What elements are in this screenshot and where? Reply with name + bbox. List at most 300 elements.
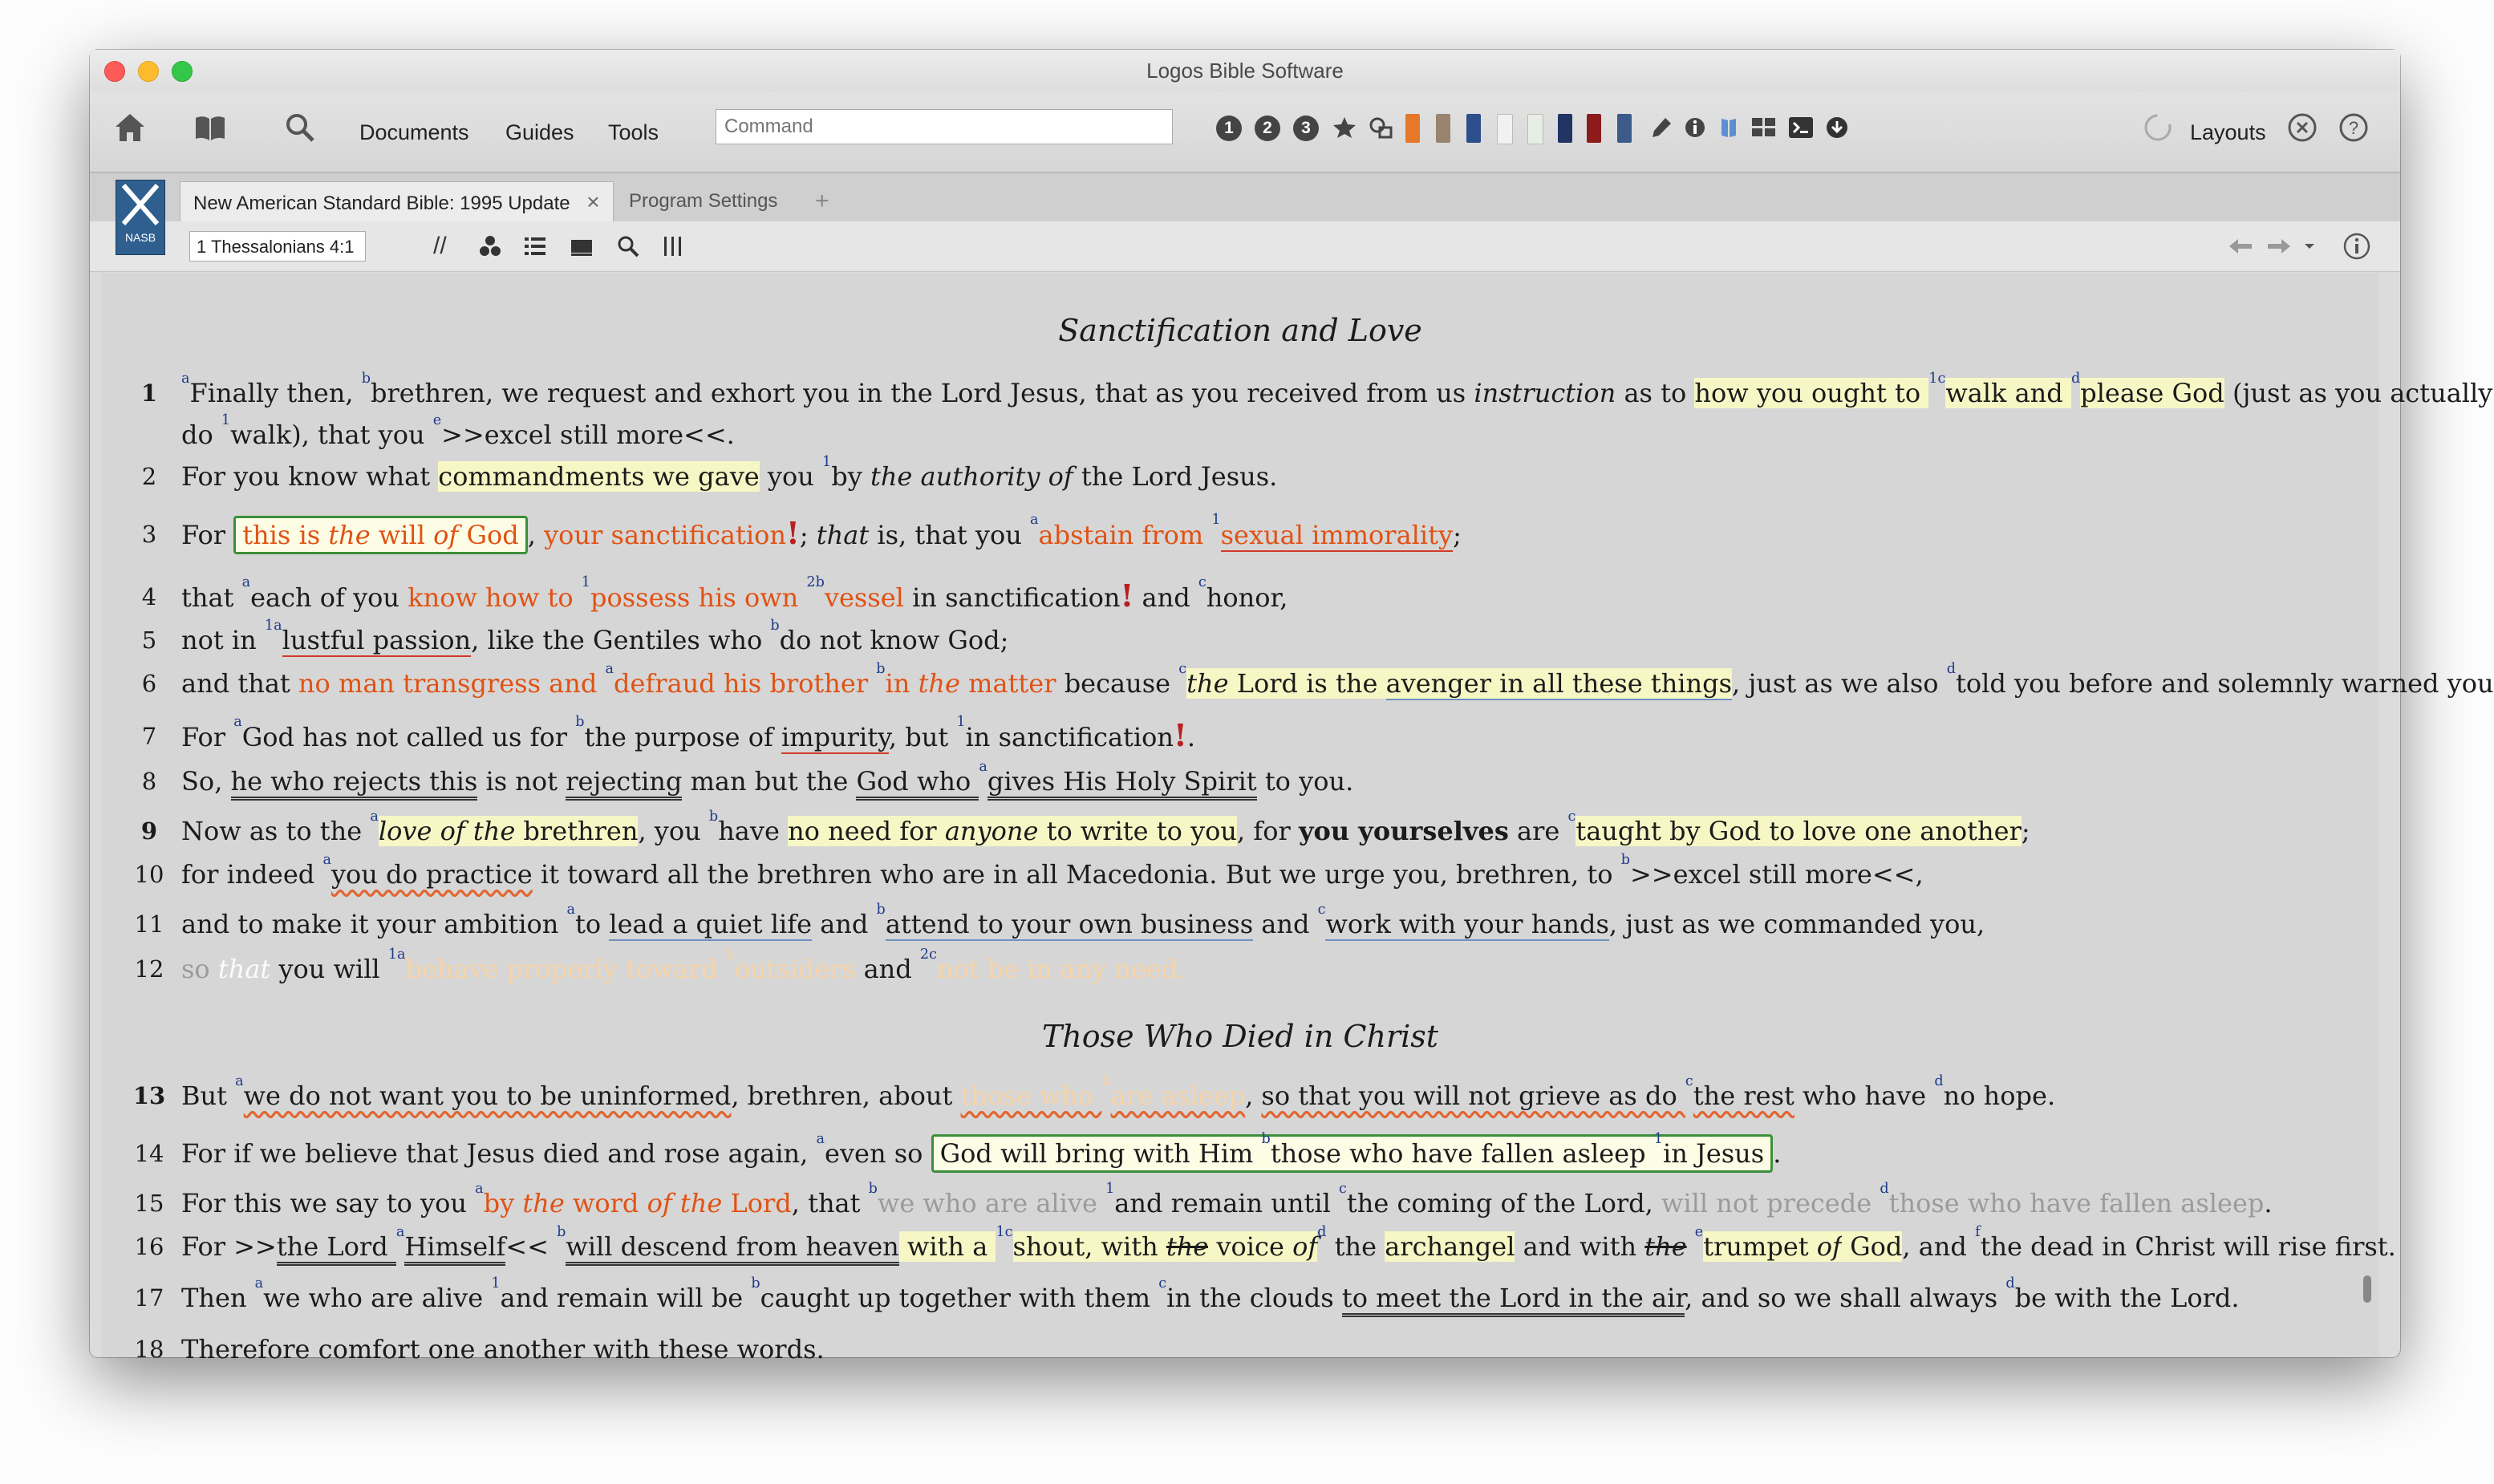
- text: that: [816, 520, 870, 550]
- verse-7: [141, 714, 2460, 758]
- text: are: [1508, 816, 1568, 846]
- note-marker-icon[interactable]: !: [1120, 578, 1134, 614]
- text: the: [328, 520, 371, 550]
- footnote-marker[interactable]: a: [566, 902, 576, 918]
- text: [1687, 1231, 1695, 1262]
- footnote-marker[interactable]: b: [1261, 1131, 1271, 1147]
- underline: gives His Holy Spirit: [987, 766, 1257, 801]
- text: and with: [1515, 1231, 1645, 1262]
- footnote-marker[interactable]: c: [1339, 1181, 1347, 1197]
- verse-text: [181, 1075, 2460, 1117]
- highlight: avenger in all these things: [1385, 668, 1733, 699]
- highlight: Lord: [722, 1188, 792, 1218]
- highlight: Lord is the: [1228, 668, 1386, 699]
- help-icon[interactable]: [2336, 109, 2371, 146]
- text: is not: [477, 766, 566, 797]
- highlight: not be in any need.: [936, 954, 1186, 984]
- text: those who have fallen asleep: [1270, 1138, 1654, 1169]
- footnote-marker[interactable]: e: [432, 412, 442, 428]
- text: do not know God;: [779, 625, 1009, 655]
- app-window: [90, 50, 2494, 1364]
- highlight: matter: [959, 668, 1056, 699]
- underline: attend to your own business: [885, 909, 1254, 939]
- verse-text: [181, 1328, 2460, 1370]
- text: >>excel still more<<,: [1629, 859, 1924, 890]
- compare-icon[interactable]: [1367, 109, 1396, 146]
- text: Now as to the: [181, 816, 371, 846]
- footnote-marker[interactable]: b: [1101, 1073, 1111, 1089]
- verse-3: [141, 512, 2460, 556]
- verse-number: 4: [141, 583, 157, 610]
- footnote-marker[interactable]: b: [361, 371, 371, 387]
- underline: he who rejects this: [231, 766, 478, 801]
- highlight: no need for: [788, 816, 945, 846]
- footnote-marker[interactable]: 2c: [919, 947, 937, 963]
- note-marker-icon[interactable]: !: [785, 516, 800, 552]
- footnote-marker[interactable]: b: [868, 1181, 878, 1197]
- resource-logo-label: NASB: [124, 231, 156, 244]
- text: , and: [1902, 1231, 1976, 1262]
- section-heading: Those Who Died in Christ: [1041, 1019, 1439, 1054]
- command-input[interactable]: [716, 109, 1173, 144]
- highlight: how you ought to: [1694, 378, 1929, 408]
- text: of: [433, 520, 459, 550]
- footnote-marker[interactable]: d: [1934, 1073, 1944, 1089]
- footnote-marker[interactable]: c: [1317, 902, 1326, 918]
- footnote-marker[interactable]: a: [254, 1275, 264, 1291]
- footnote-marker[interactable]: d: [2005, 1275, 2015, 1291]
- resource-book-icon[interactable]: [1466, 114, 1481, 143]
- tab-close-icon[interactable]: ×: [586, 189, 600, 214]
- verse-text: [181, 1277, 2460, 1319]
- verse-12: [134, 947, 2460, 990]
- highlight: know how to: [408, 582, 582, 613]
- verse-number: 1: [140, 379, 158, 407]
- inline-icon[interactable]: [523, 233, 547, 260]
- wavy-underline: so that you will not grieve as do: [1261, 1081, 1685, 1111]
- text: For >>: [181, 1231, 277, 1262]
- verse-9: [140, 809, 2460, 852]
- text-display-icon[interactable]: [570, 233, 594, 260]
- text: in the clouds: [1166, 1283, 1342, 1313]
- text: in sanctification: [965, 722, 1174, 752]
- wavy-underline: the rest: [1693, 1081, 1794, 1111]
- highlight: vessel: [824, 582, 904, 613]
- footnote-marker[interactable]: 1: [1105, 1181, 1115, 1197]
- footnote-marker[interactable]: b: [575, 714, 585, 730]
- tab-program-settings[interactable]: Program Settings: [629, 190, 778, 212]
- footnote-marker[interactable]: 1: [581, 574, 590, 590]
- footnote-marker[interactable]: a: [979, 759, 987, 775]
- sync-icon[interactable]: [2140, 109, 2176, 146]
- library-icon[interactable]: [193, 109, 228, 146]
- text: by: [831, 461, 870, 492]
- add-tab-button[interactable]: +: [815, 188, 829, 214]
- resource-info-icon[interactable]: [2342, 233, 2371, 260]
- footnote-marker[interactable]: a: [235, 1073, 244, 1089]
- text: and: [1133, 582, 1198, 613]
- zoom-window-button[interactable]: [172, 61, 193, 82]
- text: , you: [638, 816, 709, 846]
- chevron-down-icon[interactable]: [2302, 233, 2317, 260]
- verse-number: 15: [134, 1190, 164, 1217]
- text: you: [759, 461, 823, 492]
- faded-text: those who have fallen asleep: [1888, 1188, 2265, 1218]
- visual-filter-icon[interactable]: [478, 233, 502, 260]
- footnote-marker[interactable]: a: [181, 371, 190, 387]
- text: God has not called us for: [241, 722, 576, 752]
- footnote-marker[interactable]: 1: [1211, 512, 1221, 528]
- text: For: [181, 520, 234, 550]
- text: Finally then,: [189, 378, 362, 408]
- text: and: [812, 909, 877, 939]
- layout-grid-icon[interactable]: [1749, 109, 1779, 146]
- highlight: outsiders: [734, 954, 856, 984]
- main-toolbar: [90, 91, 2400, 173]
- text: who have: [1794, 1081, 1935, 1111]
- footnote-marker[interactable]: a: [475, 1181, 484, 1197]
- verse-text: [181, 1133, 2460, 1174]
- text: .: [2264, 1188, 2273, 1218]
- highlight: walk and: [1945, 378, 2071, 408]
- verse-10: [134, 852, 2460, 895]
- resource-book-icon[interactable]: [1558, 114, 1572, 143]
- text: as to: [1616, 378, 1695, 408]
- verse-text: [181, 619, 2460, 661]
- verse-number: 13: [132, 1082, 166, 1109]
- footnote-marker[interactable]: d: [2070, 371, 2081, 387]
- close-icon[interactable]: [2285, 109, 2320, 146]
- tab-bar: [90, 173, 2400, 222]
- text: .: [1773, 1138, 1782, 1169]
- text: no hope.: [1943, 1081, 2056, 1111]
- text: for indeed: [181, 859, 323, 890]
- verse-text: [181, 456, 2460, 497]
- underline: will descend from heaven: [566, 1231, 898, 1266]
- footnote-marker[interactable]: b: [751, 1275, 760, 1291]
- faded-text: we who are alive: [877, 1188, 1106, 1218]
- back-arrow-icon[interactable]: [2227, 233, 2254, 260]
- text: ;: [799, 520, 817, 550]
- verse-text: [181, 948, 2460, 990]
- footnote-marker[interactable]: 1a: [387, 947, 406, 963]
- footnote-marker[interactable]: b: [708, 809, 719, 825]
- highlight: voice: [1208, 1231, 1293, 1262]
- highlight: are asleep: [1110, 1081, 1246, 1111]
- text: to you.: [1256, 766, 1354, 797]
- text: , brethren, about: [731, 1081, 961, 1111]
- highlight: love of the: [378, 816, 516, 846]
- text: ,: [1245, 1081, 1262, 1111]
- highlight: those who: [960, 1081, 1102, 1111]
- highlight: to write to you: [1038, 816, 1238, 846]
- tab-nasb-label: New American Standard Bible: 1995 Update: [193, 193, 570, 214]
- footnote-marker[interactable]: b: [725, 947, 735, 963]
- text: God will bring with Him: [939, 1138, 1262, 1169]
- reference-box[interactable]: 1 Thessalonians 4:1: [189, 231, 366, 262]
- text: the dead in Christ will rise first.: [1980, 1231, 2396, 1262]
- resource-book-icon[interactable]: [1436, 114, 1450, 143]
- footnote-marker[interactable]: c: [1198, 574, 1206, 590]
- text: , that: [791, 1188, 869, 1218]
- text: , for: [1237, 816, 1299, 846]
- footnote-marker[interactable]: a: [816, 1131, 825, 1147]
- highlight: your sanctification: [544, 520, 786, 550]
- footnote-marker[interactable]: b: [876, 902, 886, 918]
- forward-arrow-icon[interactable]: [2265, 233, 2293, 260]
- text: the Lord Jesus.: [1073, 461, 1278, 492]
- footnote-marker[interactable]: b: [557, 1224, 566, 1240]
- star-icon[interactable]: [1330, 109, 1359, 146]
- highlight: of the: [647, 1188, 723, 1218]
- window-controls: [104, 61, 193, 82]
- footnote-marker[interactable]: f: [1975, 1224, 1981, 1240]
- documents-menu[interactable]: Documents: [359, 120, 469, 144]
- footnote-marker[interactable]: c: [1158, 1275, 1167, 1291]
- resource-book-icon[interactable]: [1405, 114, 1420, 143]
- verse-text: [181, 414, 2460, 456]
- resource-book-icon[interactable]: [1587, 114, 1601, 143]
- footnote-marker[interactable]: c: [1685, 1073, 1693, 1089]
- highlight: the: [1166, 1231, 1209, 1262]
- footnote-marker[interactable]: a: [322, 852, 331, 868]
- verse-text: [181, 661, 2494, 704]
- highlight: possess his own: [590, 582, 807, 613]
- text: honor,: [1206, 582, 1288, 613]
- text: each of you: [250, 582, 408, 613]
- highlight: no man transgress and: [298, 668, 606, 699]
- highlight: the: [522, 1188, 565, 1218]
- footnote-marker[interactable]: 1c: [996, 1224, 1013, 1240]
- highlight: the: [1186, 668, 1229, 699]
- text: Then: [181, 1283, 255, 1313]
- text: <<: [505, 1231, 558, 1262]
- footnote-marker[interactable]: b: [1620, 852, 1630, 868]
- footnote-marker[interactable]: a: [233, 714, 242, 730]
- text: in Jesus: [1662, 1138, 1765, 1169]
- home-icon[interactable]: [112, 109, 148, 146]
- text: ,: [527, 520, 545, 550]
- verse-number: 12: [134, 955, 164, 983]
- verse-text: [181, 760, 2460, 802]
- text: , just as we also: [1732, 668, 1947, 699]
- guides-menu[interactable]: Guides: [505, 120, 574, 144]
- verse-number: 2: [141, 463, 157, 490]
- link-set-3-button[interactable]: 3: [1293, 116, 1319, 141]
- highlight: with a: [898, 1231, 996, 1262]
- text: have: [718, 816, 789, 846]
- verse-text: [181, 371, 2493, 414]
- terminal-icon[interactable]: [1786, 109, 1816, 146]
- footnote-marker[interactable]: d: [1880, 1181, 1889, 1197]
- text: that: [181, 582, 242, 613]
- verse-number: 3: [141, 521, 157, 548]
- verse-number: 9: [140, 817, 158, 845]
- footnote-marker[interactable]: d: [1946, 661, 1956, 677]
- text: But: [181, 1081, 236, 1111]
- footnote-marker[interactable]: b: [770, 618, 780, 634]
- text: in sanctification: [903, 582, 1121, 613]
- underline: impurity: [781, 722, 889, 752]
- text: and that: [181, 668, 298, 699]
- underline: lustful passion: [282, 625, 472, 655]
- verse-number: 6: [141, 670, 157, 697]
- highlight: brethren: [515, 816, 639, 846]
- highlight: taught by God to love one another: [1575, 816, 2022, 846]
- footnote-marker[interactable]: 1: [491, 1275, 501, 1291]
- tools-menu[interactable]: Tools: [608, 120, 659, 144]
- highlight: word: [564, 1188, 647, 1218]
- footnote-marker[interactable]: e: [1694, 1224, 1704, 1240]
- footnote-marker[interactable]: a: [1030, 512, 1039, 528]
- footnote-marker[interactable]: 1: [1653, 1131, 1663, 1147]
- verse-number: 14: [134, 1140, 164, 1167]
- footnote-marker[interactable]: c: [1178, 661, 1187, 677]
- note-marker-icon[interactable]: !: [1174, 718, 1187, 754]
- text: to: [575, 909, 610, 939]
- text: instruction: [1474, 378, 1616, 408]
- highlight: defraud his brother: [614, 668, 877, 699]
- text: .: [1186, 722, 1196, 752]
- verse-16: [134, 1224, 2460, 1267]
- underline: Himself: [404, 1231, 505, 1266]
- resource-toolbar: [90, 221, 2400, 272]
- text: , and so we shall always: [1685, 1283, 2006, 1313]
- footnote-marker[interactable]: a: [370, 809, 379, 825]
- text: the purpose of: [584, 722, 781, 752]
- footnote-marker[interactable]: 1a: [264, 618, 282, 634]
- text: be with the Lord.: [2014, 1283, 2240, 1313]
- footnote-marker[interactable]: 1: [822, 454, 832, 470]
- link-set-2-button[interactable]: 2: [1255, 116, 1280, 141]
- resource-book-icon[interactable]: [1617, 114, 1632, 143]
- parallel-icon[interactable]: //: [433, 233, 447, 259]
- tab-nasb[interactable]: [180, 181, 614, 222]
- text: will: [370, 520, 434, 550]
- underline: God who: [856, 766, 979, 801]
- layouts-menu[interactable]: Layouts: [2190, 120, 2266, 144]
- title-bar: [90, 50, 2400, 91]
- scrollbar-thumb[interactable]: [2363, 1275, 2371, 1303]
- text: this is: [242, 520, 329, 550]
- verse-text: [181, 576, 2460, 618]
- verse-number: 11: [134, 910, 164, 938]
- verse-number: 10: [134, 861, 164, 888]
- highlight: trumpet: [1703, 1231, 1817, 1262]
- footnote-marker[interactable]: d: [1317, 1224, 1327, 1240]
- resource-logo[interactable]: [116, 180, 165, 255]
- minimize-window-button[interactable]: [138, 61, 159, 82]
- resource-book-icon[interactable]: [1527, 114, 1543, 144]
- download-icon[interactable]: [1823, 109, 1851, 146]
- text: >>excel still more<<.: [441, 420, 735, 450]
- highlight: commandments we gave: [438, 461, 760, 492]
- highlight: by: [483, 1188, 523, 1218]
- text: that: [217, 954, 271, 984]
- text: because: [1056, 668, 1179, 699]
- verse-text: [181, 854, 2460, 895]
- bible-text-panel[interactable]: [101, 273, 2494, 1364]
- verse-text: [181, 1182, 2460, 1224]
- highlight: anyone: [944, 816, 1039, 846]
- verse-8: [141, 759, 2460, 802]
- footnote-marker[interactable]: a: [241, 574, 251, 590]
- search-icon[interactable]: [282, 109, 318, 146]
- resource-book-icon[interactable]: [1497, 114, 1513, 144]
- scrollbar[interactable]: [2362, 273, 2371, 1357]
- text: do: [181, 420, 221, 450]
- close-window-button[interactable]: [104, 61, 125, 82]
- footnote-marker[interactable]: a: [395, 1224, 405, 1240]
- text: God: [458, 520, 519, 550]
- footnote-marker[interactable]: c: [1567, 809, 1576, 825]
- verse-14: [134, 1131, 2460, 1174]
- highlight: archangel: [1385, 1231, 1515, 1262]
- window-title: Logos Bible Software: [1146, 59, 1344, 83]
- info-icon[interactable]: [1681, 109, 1709, 146]
- text: is, that you: [869, 520, 1031, 550]
- verse-number: 7: [141, 723, 157, 750]
- verse-18: [134, 1328, 2460, 1370]
- boxed-highlight: [931, 1131, 1774, 1173]
- verse-4: [141, 574, 2460, 618]
- footnote-marker[interactable]: b: [876, 661, 886, 677]
- text: For: [181, 722, 234, 752]
- underline: lead a quiet life: [609, 909, 813, 939]
- highlight: sexual immorality: [1220, 520, 1454, 550]
- text: not in: [181, 625, 265, 655]
- verse-text: [181, 1226, 2460, 1267]
- text: ;: [2021, 816, 2030, 846]
- underline: rejecting: [566, 766, 682, 801]
- columns-icon[interactable]: [661, 233, 685, 260]
- text: you will: [270, 954, 388, 984]
- text: the: [1644, 1231, 1687, 1262]
- highlight: please God: [2080, 378, 2224, 408]
- highlighter-icon[interactable]: [1648, 109, 1675, 146]
- verse-17: [134, 1275, 2460, 1319]
- text: you yourselves: [1298, 816, 1509, 846]
- verse-number: 16: [134, 1233, 164, 1260]
- text: and: [855, 954, 920, 984]
- search-icon[interactable]: [616, 233, 640, 260]
- svg-text:?: ?: [2348, 118, 2359, 138]
- highlight: of: [1292, 1231, 1318, 1262]
- footnote-marker[interactable]: 1c: [1928, 371, 1946, 387]
- verse-number: 17: [134, 1284, 164, 1312]
- verse-11: [134, 902, 2460, 945]
- text: , just as we commanded you,: [1608, 909, 1985, 939]
- verse-5: [141, 618, 2460, 661]
- footnote-marker[interactable]: 1: [956, 714, 966, 730]
- verse-6: [141, 661, 2494, 704]
- bookshelf-icon[interactable]: [1715, 109, 1742, 146]
- underline: to meet the Lord in the air: [1342, 1283, 1685, 1317]
- text: even so: [825, 1138, 931, 1169]
- text: the coming of the Lord,: [1346, 1188, 1661, 1218]
- footnote-marker[interactable]: a: [605, 661, 614, 677]
- text: the authority of: [870, 461, 1073, 492]
- footnote-marker[interactable]: 2b: [806, 574, 825, 590]
- link-set-1-button[interactable]: 1: [1216, 116, 1242, 141]
- text: and remain will be: [500, 1283, 752, 1313]
- verse-text: [181, 716, 2460, 758]
- wavy-underline: you do practice: [331, 859, 533, 890]
- footnote-marker[interactable]: 1: [221, 412, 231, 428]
- text: Therefore comfort one another with these words.: [181, 1334, 825, 1364]
- verse-1: [140, 371, 2493, 456]
- text: For you know what: [181, 461, 439, 492]
